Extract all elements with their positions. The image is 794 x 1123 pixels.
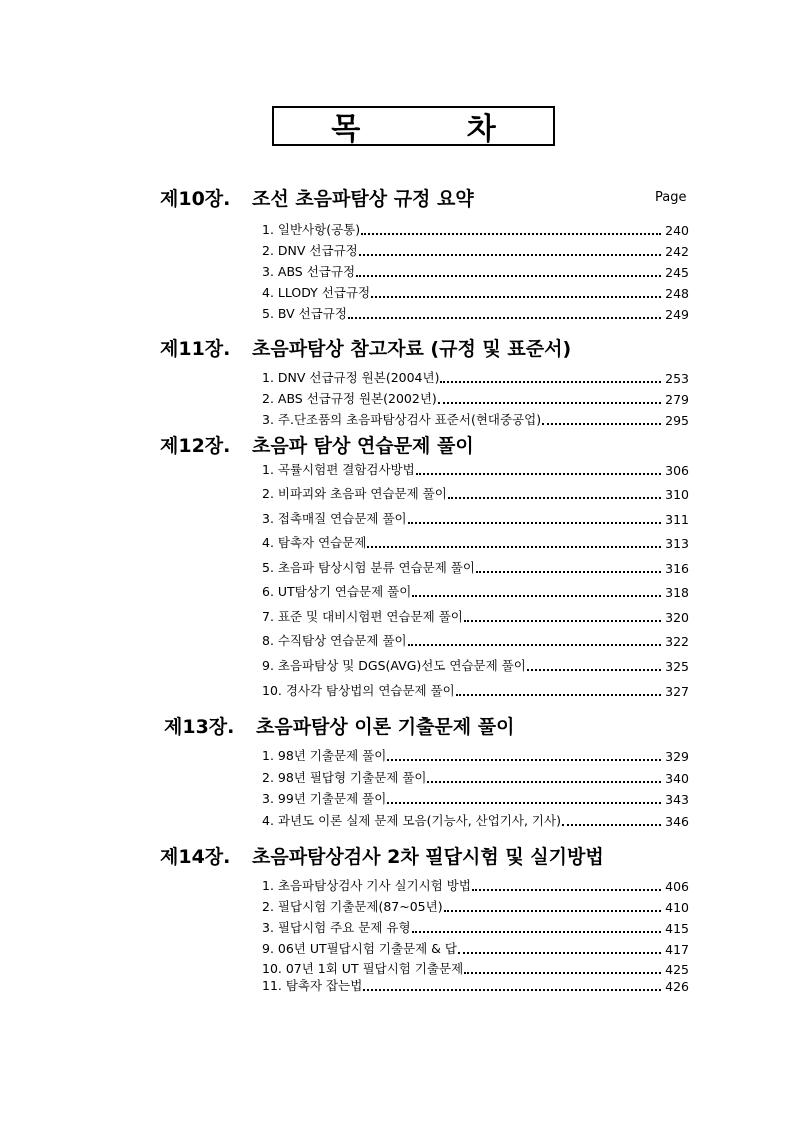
toc-entry[interactable] [262,368,689,386]
toc-entry-page: 329 [665,749,689,764]
toc-entry-text: 7. 표준 및 대비시험편 연습문제 풀이 [262,609,463,624]
toc-entry[interactable] [262,558,689,576]
toc-entry-text: 1. DNV 선급규정 원본(2004년) [262,370,440,385]
toc-entry-page: 425 [665,962,689,977]
toc-entry-text: 4. 과년도 이론 실제 문제 모음(기능사, 산업기사, 기사) [262,813,561,828]
toc-entry[interactable] [262,976,689,994]
dot-leader [408,640,661,646]
dot-leader [356,271,661,277]
toc-entry[interactable] [262,533,689,551]
chapter-title: 조선 초음파탐상 규정 요약 [252,188,474,210]
dot-leader [440,377,661,383]
dot-leader [542,419,661,425]
toc-entry-text: 6. UT탐상기 연습문제 풀이 [262,584,412,599]
toc-entry-page: 248 [665,286,689,301]
toc-entry-text: 3. ABS 선급규정 [262,264,356,279]
toc-entry-page: 249 [665,307,689,322]
toc-entry[interactable] [262,746,689,764]
chapter-heading [164,712,514,739]
toc-entry-text: 3. 접촉매질 연습문제 풀이 [262,511,407,526]
dot-leader [456,690,661,696]
chapter-heading [160,184,474,211]
toc-entry[interactable] [262,656,689,674]
toc-entry-text: 1. 98년 기출문제 풀이 [262,748,387,763]
toc-entry[interactable] [262,389,689,407]
chapter-title: 초음파 탐상 연습문제 풀이 [252,435,474,457]
toc-entry-text: 3. 필답시험 주요 문제 유형 [262,920,411,935]
chapter-number: 제10장. [160,188,231,210]
toc-entry-text: 9. 06년 UT필답시험 기출문제 & 답 [262,941,457,956]
chapter-title: 초음파탐상검사 2차 필답시험 및 실기방법 [252,846,604,868]
toc-entry[interactable] [262,262,689,280]
toc-entry[interactable] [262,918,689,936]
dot-leader [363,985,661,991]
toc-entry-text: 2. DNV 선급규정 [262,243,358,258]
dot-leader [476,567,661,573]
toc-entry[interactable] [262,811,689,829]
toc-entry-text: 4. 탐촉자 연습문제 [262,535,367,550]
dot-leader [448,493,661,499]
toc-entry-page: 313 [665,536,689,551]
toc-entry-text: 8. 수직탐상 연습문제 풀이 [262,633,407,648]
dot-leader [464,968,661,974]
dot-leader [444,906,661,912]
toc-entry[interactable] [262,681,689,699]
dot-leader [527,665,661,671]
toc-entry[interactable] [262,304,689,322]
toc-title: 목 차 [331,112,544,147]
dot-leader [458,948,661,954]
toc-entry[interactable] [262,897,689,915]
toc-entry-page: 306 [665,463,689,478]
toc-entry-text: 2. ABS 선급규정 원본(2002년) [262,391,437,406]
toc-entry-text: 2. 필답시험 기출문제(87~05년) [262,899,443,914]
toc-entry-page: 242 [665,244,689,259]
dot-leader [408,518,661,524]
toc-entry-text: 3. 주.단조품의 초음파탐상검사 표준서(현대중공업) [262,412,542,427]
toc-entry-page: 318 [665,585,689,600]
toc-entry-page: 346 [665,814,689,829]
chapter-number: 제13장. [164,716,235,738]
toc-entry[interactable] [262,607,689,625]
toc-entry-page: 240 [665,223,689,238]
dot-leader [472,885,661,891]
dot-leader [438,398,661,404]
toc-entry-text: 5. 초음파 탐상시험 분류 연습문제 풀이 [262,560,475,575]
toc-entry-text: 10. 경사각 탐상법의 연습문제 풀이 [262,683,455,698]
toc-entry-page: 417 [665,942,689,957]
toc-entry-page: 415 [665,921,689,936]
toc-entry-page: 322 [665,634,689,649]
toc-entry[interactable] [262,959,689,977]
toc-entry-page: 311 [665,512,689,527]
toc-entry-text: 1. 초음파탐상검사 기사 실기시험 방법 [262,878,471,893]
chapter-number: 제12장. [160,435,231,457]
dot-leader [359,250,661,256]
page-column-label: Page [655,190,687,205]
toc-entry-page: 410 [665,900,689,915]
toc-entry-page: 320 [665,610,689,625]
chapter-heading [160,334,571,361]
toc-entry[interactable] [262,220,689,238]
chapter-number: 제11장. [160,338,231,360]
toc-entry[interactable] [262,939,689,957]
toc-entry[interactable] [262,631,689,649]
dot-leader [387,755,661,761]
toc-entry-text: 11. 탐촉자 잡는법 [262,978,363,993]
chapter-heading [160,431,474,458]
toc-entry-page: 310 [665,487,689,502]
toc-entry[interactable] [262,241,689,259]
toc-entry-page: 426 [665,979,689,994]
toc-entry-page: 343 [665,792,689,807]
toc-entry[interactable] [262,410,689,428]
toc-entry[interactable] [262,509,689,527]
toc-entry[interactable] [262,582,689,600]
toc-entry[interactable] [262,768,689,786]
toc-entry-page: 253 [665,371,689,386]
dot-leader [427,777,661,783]
chapter-number: 제14장. [160,846,231,868]
dot-leader [348,313,661,319]
dot-leader [464,616,661,622]
toc-entry-text: 10. 07년 1회 UT 필답시험 기출문제 [262,961,464,976]
dot-leader [412,591,661,597]
toc-entry-page: 279 [665,392,689,407]
toc-entry[interactable] [262,283,689,301]
dot-leader [416,469,661,475]
toc-entry-text: 9. 초음파탐상 및 DGS(AVG)선도 연습문제 풀이 [262,658,526,673]
toc-entry-page: 327 [665,684,689,699]
toc-entry-page: 406 [665,879,689,894]
toc-entry-text: 5. BV 선급규정 [262,306,347,321]
toc-entry-page: 245 [665,265,689,280]
toc-entry[interactable] [262,789,689,807]
chapter-heading [160,842,604,869]
toc-entry-text: 1. 곡률시험편 결함검사방법 [262,462,415,477]
toc-entry-page: 316 [665,561,689,576]
dot-leader [361,229,661,235]
toc-entry-text: 2. 비파괴와 초음파 연습문제 풀이 [262,486,447,501]
dot-leader [387,798,661,804]
toc-entry-text: 1. 일반사항(공통) [262,222,361,237]
dot-leader [562,820,661,826]
toc-entry[interactable] [262,484,689,502]
toc-title-box [272,106,555,146]
toc-entry-text: 4. LLODY 선급규정 [262,285,371,300]
toc-entry-page: 340 [665,771,689,786]
toc-entry-page: 325 [665,659,689,674]
toc-entry-page: 295 [665,413,689,428]
toc-entry[interactable] [262,876,689,894]
toc-entry-text: 3. 99년 기출문제 풀이 [262,791,387,806]
toc-entry-text: 2. 98년 필답형 기출문제 풀이 [262,770,427,785]
chapter-title: 초음파탐상 이론 기출문제 풀이 [256,716,515,738]
dot-leader [367,542,661,548]
dot-leader [412,927,661,933]
chapter-title: 초음파탐상 참고자료 (규정 및 표준서) [252,338,572,360]
dot-leader [371,292,661,298]
toc-entry[interactable] [262,460,689,478]
